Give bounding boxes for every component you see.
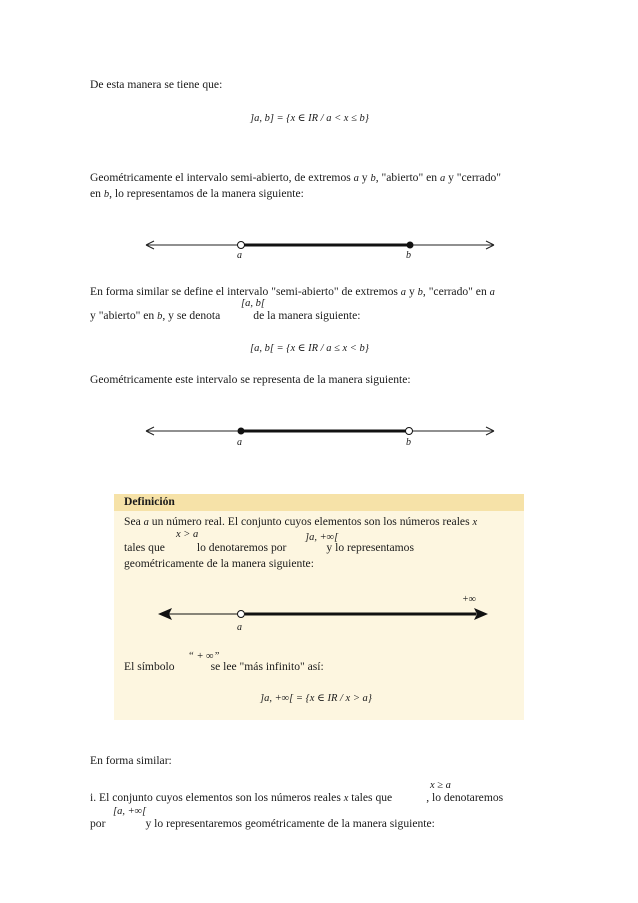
label-a-line2: a <box>237 437 242 448</box>
notation-closed-open: [a, b[ <box>241 298 265 309</box>
paragraph-geometric-2: Geométricamente este intervalo se representa de la manera siguiente: <box>90 373 411 386</box>
paragraph-closed-open-line1: En forma similar se define el intervalo "semi-abierto" de extremos a y b, "cerrado" en a <box>90 285 495 298</box>
paragraph-similar: En forma similar: <box>90 754 172 767</box>
formula-half-open-left: ]a, b] = {x ∈ IR / a < x ≤ b} <box>250 113 369 124</box>
infinity-symbol: “ + ∞” <box>188 651 220 662</box>
definition-title: Definición <box>124 495 175 508</box>
label-b-line2: b <box>406 437 411 448</box>
definition-line1: Sea a un número real. El conjunto cuyos elementos son los números reales x <box>124 515 478 528</box>
label-plus-infinity: +∞ <box>462 594 476 605</box>
definition-symbol-line: El símbolo se lee "más infinito" así: <box>124 660 324 673</box>
definition-formula: ]a, +∞[ = {x ∈ IR / x > a} <box>260 693 372 704</box>
label-b-line1: b <box>406 250 411 261</box>
paragraph-geometric-1-line2: en b, lo representamos de la manera siguiente: <box>90 187 304 200</box>
paragraph-geometric-1-line1: Geométricamente el intervalo semi-abierto, de extremos a y b, "abierto" en a y "cerrado" <box>90 171 502 184</box>
paragraph-intro: De esta manera se tiene que: <box>90 78 223 91</box>
open-endpoint-a <box>238 611 245 618</box>
number-line-3 <box>158 608 488 620</box>
label-a-line3: a <box>237 622 242 633</box>
item-i-line2: por y lo representaremos geométricamente de la manera siguiente: <box>90 817 435 830</box>
definition-condition: x > a <box>176 529 199 540</box>
definition-line2: tales que lo denotaremos por y lo representamos <box>124 541 414 554</box>
formula-half-open-right: [a, b[ = {x ∈ IR / a ≤ x < b} <box>250 343 369 354</box>
item-i-condition: x ≥ a <box>430 780 451 791</box>
paragraph-closed-open-line2: y "abierto" en b, y se denota de la manera siguiente: <box>90 309 361 322</box>
item-i-line1: i. El conjunto cuyos elementos son los números reales x tales que , lo denotaremos <box>90 791 504 804</box>
definition-line3: geométricamente de la manera siguiente: <box>124 557 314 570</box>
definition-notation: ]a, +∞[ <box>305 532 339 543</box>
label-a-line1: a <box>237 250 242 261</box>
item-i-notation: [a, +∞[ <box>113 806 147 817</box>
